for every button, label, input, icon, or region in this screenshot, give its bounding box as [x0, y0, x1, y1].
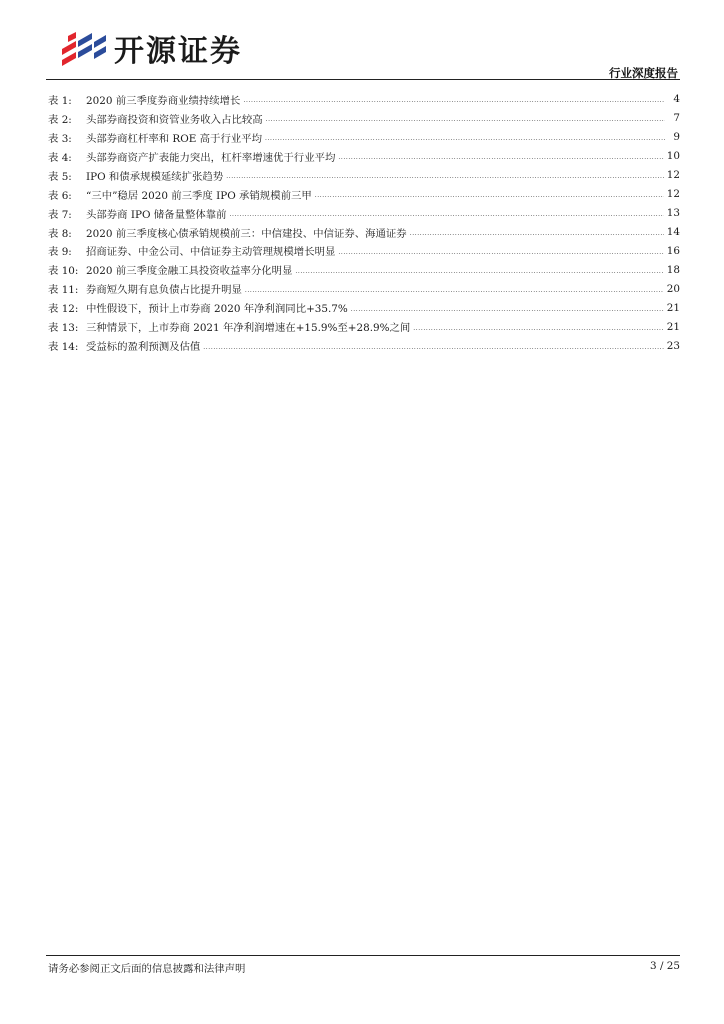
toc-entry-label: 表 6:	[48, 189, 72, 202]
toc-entry-label: 表 10:	[48, 265, 79, 278]
toc-entry[interactable]	[48, 336, 680, 355]
toc-entry-label: 表 9:	[48, 246, 72, 259]
toc-dot-leader	[226, 169, 664, 181]
toc-entry-title[interactable]: 头部券商 IPO 储备量整体靠前	[86, 208, 227, 221]
toc-entry-page[interactable]: 4	[673, 93, 680, 106]
toc-entry-title[interactable]: 三种情景下，上市券商 2021 年净利润增速在+15.9%至+28.9%之间	[86, 322, 411, 335]
page-number: 3 / 25	[650, 960, 680, 972]
toc-entry-page[interactable]: 14	[666, 226, 680, 239]
footer-divider	[46, 955, 680, 956]
footer-disclaimer: 请务必参阅正文后面的信息披露和法律声明	[48, 963, 246, 975]
toc-entry[interactable]	[48, 223, 680, 242]
toc-entry-title[interactable]: 2020 前三季度核心债承销规模前三：中信建投、中信证券、海通证券	[86, 227, 407, 240]
toc-entry[interactable]	[48, 317, 680, 336]
toc-entry-title[interactable]: 券商短久期有息负债占比提升明显	[86, 284, 242, 297]
toc-entry-label: 表 11:	[48, 284, 79, 297]
toc-entry[interactable]	[48, 109, 680, 128]
company-logo-icon	[58, 22, 110, 74]
toc-entry-label: 表 12:	[48, 303, 79, 316]
toc-entry-page[interactable]: 7	[673, 112, 680, 125]
toc-entry-label: 表 7:	[48, 208, 72, 221]
company-name: 开源证券	[114, 34, 242, 69]
toc-entry-page[interactable]: 18	[666, 263, 680, 276]
toc-entry-page[interactable]: 12	[666, 188, 680, 201]
toc-entry-page[interactable]: 10	[666, 150, 680, 163]
toc-entry-label: 表 1:	[48, 94, 72, 107]
toc-entry-label: 表 13:	[48, 322, 79, 335]
toc-entry-page[interactable]: 21	[666, 320, 680, 333]
toc-entry-title[interactable]: 头部券商投资和资管业务收入占比较高	[86, 113, 263, 126]
toc-entry-label: 表 4:	[48, 151, 72, 164]
toc-entry-title[interactable]: 2020 前三季度券商业绩持续增长	[86, 94, 241, 107]
toc-entry-title[interactable]: “三中”稳居 2020 前三季度 IPO 承销规模前三甲	[86, 189, 312, 202]
toc-dot-leader	[410, 226, 664, 238]
company-logo	[58, 22, 242, 74]
toc-dot-leader	[338, 150, 663, 162]
toc-entry[interactable]	[48, 185, 680, 204]
toc-entry-title[interactable]: 受益标的盈利预测及估值	[86, 341, 201, 354]
toc-entry[interactable]	[48, 90, 680, 109]
toc-dot-leader	[245, 283, 664, 295]
toc-entry-label: 表 2:	[48, 113, 72, 126]
toc-entry-page[interactable]: 21	[666, 301, 680, 314]
toc-entry[interactable]	[48, 298, 680, 317]
table-of-tables	[48, 90, 680, 355]
toc-dot-leader	[413, 321, 663, 333]
toc-dot-leader	[230, 207, 664, 219]
toc-entry-label: 表 5:	[48, 170, 72, 183]
toc-entry-page[interactable]: 20	[666, 282, 680, 295]
toc-entry-title[interactable]: IPO 和债承规模延续扩张趋势	[86, 170, 224, 183]
toc-entry[interactable]	[48, 147, 680, 166]
toc-dot-leader	[203, 340, 663, 352]
toc-entry-page[interactable]: 13	[666, 207, 680, 220]
toc-entry-page[interactable]: 12	[666, 169, 680, 182]
toc-entry[interactable]	[48, 128, 680, 147]
toc-dot-leader	[243, 93, 665, 105]
toc-entry[interactable]	[48, 204, 680, 223]
toc-entry[interactable]	[48, 166, 680, 185]
page-header	[46, 14, 680, 84]
toc-entry[interactable]	[48, 242, 680, 261]
toc-dot-leader	[338, 245, 663, 257]
toc-entry-page[interactable]: 16	[666, 244, 680, 257]
toc-entry-label: 表 14:	[48, 341, 79, 354]
toc-entry-title[interactable]: 头部券商杠杆率和 ROE 高于行业平均	[86, 132, 262, 145]
toc-entry-title[interactable]: 中性假设下，预计上市券商 2020 年净利润同比+35.7%	[86, 303, 348, 316]
toc-entry-title[interactable]: 头部券商资产扩表能力突出，杠杆率增速优于行业平均	[86, 151, 336, 164]
toc-entry[interactable]	[48, 260, 680, 279]
toc-entry-label: 表 3:	[48, 132, 72, 145]
header-divider	[46, 79, 680, 80]
toc-entry-page[interactable]: 23	[666, 339, 680, 352]
toc-entry-label: 表 8:	[48, 227, 72, 240]
toc-entry-title[interactable]: 招商证券、中金公司、中信证券主动管理规模增长明显	[86, 246, 336, 259]
toc-entry[interactable]	[48, 279, 680, 298]
toc-dot-leader	[295, 264, 663, 276]
toc-dot-leader	[265, 131, 665, 143]
toc-dot-leader	[266, 112, 665, 124]
toc-entry-page[interactable]: 9	[673, 131, 680, 144]
toc-dot-leader	[351, 302, 664, 314]
report-type-label: 行业深度报告	[609, 66, 678, 80]
toc-entry-title[interactable]: 2020 前三季度金融工具投资收益率分化明显	[86, 265, 293, 278]
toc-dot-leader	[315, 188, 664, 200]
